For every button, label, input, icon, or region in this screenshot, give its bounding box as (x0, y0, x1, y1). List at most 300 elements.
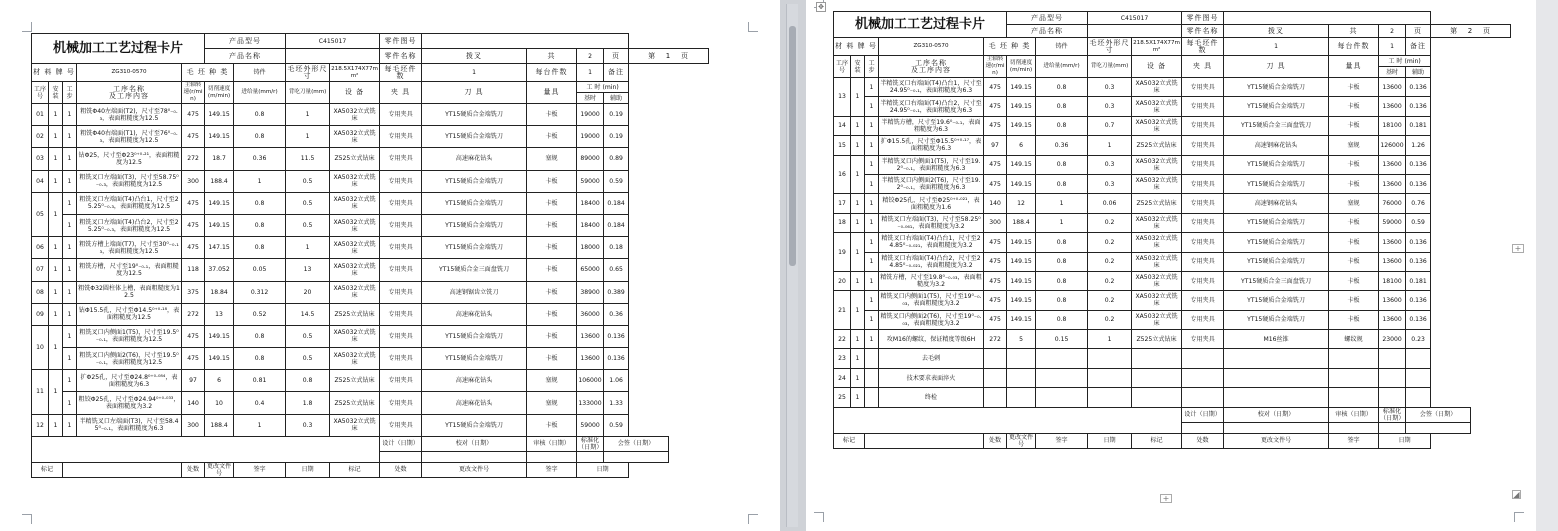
card-header-row (834, 12, 1511, 25)
blank-size-value: 218.5X174X77mm² (1132, 38, 1182, 56)
card-title: 机械加工工艺过程卡片 (32, 34, 205, 64)
fixture: 专用夹具 (380, 170, 422, 192)
cutting-speed: 10 (205, 392, 234, 414)
equipment: XA5032立式铣床 (1132, 213, 1182, 232)
equipment: XA5032立式铣床 (330, 214, 380, 236)
cutting-speed: 149.15 (205, 325, 234, 347)
cutter: YT15硬质合金端铣刀 (422, 192, 527, 214)
time-aux: 0.181 (1406, 116, 1431, 135)
time-basic: 13600 (1379, 174, 1406, 193)
equipment: XA5032立式铣床 (1132, 271, 1182, 290)
gauge: 卡板 (1329, 233, 1379, 252)
col-time-basic: 基时 (1379, 67, 1406, 78)
time-basic: 106000 (577, 370, 604, 392)
cut-depth: 0.7 (1088, 116, 1132, 135)
cutter: YT15硬质合金端铣刀 (422, 170, 527, 192)
gauge: 塞规 (527, 148, 577, 170)
process-row (834, 155, 1511, 174)
feed-rate: 0.8 (1036, 310, 1088, 329)
time-aux (1406, 388, 1431, 407)
part-drawing-label: 零件图号 (1182, 12, 1224, 25)
process-row (834, 97, 1511, 116)
blank-size-label: 毛坯外形尺寸 (287, 64, 328, 80)
countersign-date: 会签（日期） (1406, 407, 1471, 422)
process-row (834, 349, 1511, 368)
gauge: 卡板 (1329, 78, 1379, 97)
time-aux (1406, 349, 1431, 368)
spindle-speed: 272 (984, 330, 1007, 349)
feed-rate: 0.15 (1036, 330, 1088, 349)
cutter: YT15硬质合金端铣刀 (1224, 291, 1329, 310)
process-row (32, 370, 709, 392)
feed-rate: 0.8 (234, 348, 286, 370)
feed-rate: 0.8 (1036, 97, 1088, 116)
product-name-label: 产品名称 (205, 49, 286, 64)
time-basic: 76000 (1379, 194, 1406, 213)
cutter: M16丝锥 (1224, 330, 1329, 349)
equipment: XA5032立式铣床 (330, 414, 380, 436)
gauge: 卡板 (1329, 252, 1379, 271)
date-label: 日期 (286, 462, 330, 477)
equipment: Z525立式钻床 (1132, 136, 1182, 155)
footer-blank (865, 433, 984, 448)
time-basic: 18400 (577, 192, 604, 214)
equipment: XA5032立式铣床 (330, 237, 380, 259)
time-aux: 0.136 (1406, 291, 1431, 310)
op-number: 20 (834, 271, 851, 290)
change-doc-label: 更改文件号 (205, 462, 234, 477)
fixture (1182, 368, 1224, 387)
equipment: XA5032立式铣床 (330, 192, 380, 214)
product-name-value (286, 49, 380, 64)
date-label: 日期 (1379, 433, 1431, 448)
operation-content: 粗铣Φ40右端面(T1)，尺寸至76⁰₋₀.₃，表面粗糙度为12.5 (77, 126, 182, 148)
op-number: 08 (32, 281, 49, 303)
cutter (1224, 349, 1329, 368)
feed-rate (1036, 388, 1088, 407)
fixture: 专用夹具 (1182, 194, 1224, 213)
table-add-column-icon[interactable]: + (1512, 244, 1524, 253)
footer-blank (422, 451, 527, 462)
cut-depth (1088, 349, 1132, 368)
cut-depth: 0.3 (1088, 155, 1132, 174)
fixture: 专用夹具 (380, 392, 422, 414)
feed-rate: 0.8 (1036, 116, 1088, 135)
page-unit: 页 (680, 51, 689, 60)
cutter: YT15硬质合金三面盘铣刀 (422, 259, 527, 281)
feed-rate (1036, 349, 1088, 368)
time-aux (1406, 368, 1431, 387)
page-corner-mark (1514, 512, 1524, 522)
feed-rate: 0.81 (234, 370, 286, 392)
spindle-speed: 475 (984, 155, 1007, 174)
spindle-speed: 475 (182, 348, 205, 370)
gauge: 塞规 (527, 392, 577, 414)
spindle-speed: 475 (182, 237, 205, 259)
sign-label: 签字 (1036, 433, 1088, 448)
cut-depth (1088, 388, 1132, 407)
op-number: 07 (32, 259, 49, 281)
cutting-speed: 6 (205, 370, 234, 392)
time-aux: 0.65 (604, 259, 629, 281)
fixture: 专用夹具 (1182, 271, 1224, 290)
operation-content: 半精铣叉口内侧面2(T6)，尺寸至19.2⁰₋₀.₁，表面粗糙度为6.3 (879, 174, 984, 193)
time-aux: 0.136 (1406, 174, 1431, 193)
spindle-speed (984, 349, 1007, 368)
time-basic: 18100 (1379, 116, 1406, 135)
scroll-thumb[interactable] (789, 26, 796, 266)
process-row (32, 392, 709, 414)
process-row (32, 214, 709, 236)
feed-rate: 1 (1036, 213, 1088, 232)
step-number (865, 388, 879, 407)
time-basic: 18100 (1379, 271, 1406, 290)
footer-sign-row (834, 407, 1511, 422)
change-doc-label: 更改文件号 (422, 462, 527, 477)
cut-depth: 0.5 (286, 214, 330, 236)
cutter: 高速麻花钻头 (422, 303, 527, 325)
step-number: 1 (865, 116, 879, 135)
count-label: 处数 (984, 433, 1007, 448)
per-blank-value: 1 (422, 64, 527, 82)
op-number: 06 (32, 237, 49, 259)
cutter: YT15硬质合金端铣刀 (1224, 310, 1329, 329)
op-number: 02 (32, 126, 49, 148)
blank-type-value: 铸件 (234, 64, 286, 82)
cut-depth: 0.3 (286, 414, 330, 436)
equipment: XA5032立式铣床 (330, 259, 380, 281)
col-content (77, 82, 182, 104)
cutting-speed: 149.15 (205, 192, 234, 214)
process-row (32, 281, 709, 303)
col-fixture: 夹 具 (1182, 56, 1224, 78)
total-unit-cell (604, 49, 629, 64)
time-aux: 0.136 (1406, 310, 1431, 329)
cut-depth: 0.5 (286, 325, 330, 347)
op-number: 23 (834, 349, 851, 368)
time-basic: 38900 (577, 281, 604, 303)
equipment: Z525立式钻床 (330, 303, 380, 325)
time-aux: 0.59 (604, 170, 629, 192)
feed-rate: 0.4 (234, 392, 286, 414)
cut-depth: 0.3 (1088, 78, 1132, 97)
equipment: XA5032立式铣床 (1132, 78, 1182, 97)
standard-date: 标准化（日期） (1380, 407, 1405, 422)
step-number: 1 (865, 213, 879, 232)
cutting-speed (1007, 388, 1036, 407)
cut-depth: 0.2 (1088, 233, 1132, 252)
feed-rate: 0.8 (234, 214, 286, 236)
cutter: YT15硬质合金端铣刀 (1224, 78, 1329, 97)
step-number: 1 (63, 370, 77, 392)
process-row (834, 194, 1511, 213)
spindle-speed: 475 (984, 78, 1007, 97)
equipment (1132, 349, 1182, 368)
col-feed: 进给量(mm/r) (234, 82, 286, 104)
gauge: 卡板 (1329, 271, 1379, 290)
time-aux: 0.136 (1406, 155, 1431, 174)
col-content-line2: 及工序内容 (911, 65, 951, 74)
step-number: 1 (865, 291, 879, 310)
page-corner-mark (22, 22, 32, 32)
step-number: 1 (865, 310, 879, 329)
col-cutter: 刀 具 (422, 82, 527, 104)
operation-content: 半精铣叉口左端面(T3)，尺寸至58.45⁰₋₀.₁，表面粗糙度为6.3 (77, 414, 182, 436)
install-number: 1 (851, 213, 865, 232)
cutter: YT15硬质合金端铣刀 (422, 348, 527, 370)
install-number: 1 (851, 233, 865, 272)
install-number: 1 (49, 414, 63, 436)
spindle-speed (984, 368, 1007, 387)
equipment: XA5032立式铣床 (1132, 252, 1182, 271)
operation-content: 精铣方槽，尺寸至19.8⁰₋₀.₀₃，表面粗糙度为3.2 (879, 271, 984, 290)
time-aux: 1.33 (604, 392, 629, 414)
mark-label: 标记 (834, 433, 865, 448)
process-row (32, 170, 709, 192)
table-resize-handle-icon[interactable]: ◢ (1513, 490, 1520, 499)
per-unit-value: 1 (577, 64, 604, 82)
time-basic (1379, 368, 1406, 387)
step-number: 1 (63, 392, 77, 414)
cutting-speed: 149.15 (1007, 252, 1036, 271)
time-basic: 13600 (1379, 155, 1406, 174)
col-equipment: 设 备 (1132, 56, 1182, 78)
per-unit-label: 每台件数 (527, 64, 577, 82)
total-pages-value: 2 (577, 49, 604, 64)
cutting-speed (1007, 368, 1036, 387)
table-move-handle-icon[interactable]: ✥ (816, 2, 826, 12)
install-number: 1 (49, 104, 63, 126)
time-aux: 0.136 (1406, 233, 1431, 252)
fixture (1182, 349, 1224, 368)
op-number: 17 (834, 194, 851, 213)
process-row (32, 414, 709, 436)
operation-content: 粗铣叉口内侧面2(T6)，尺寸至19.5⁰₋₀.₁，表面粗糙度为12.5 (77, 348, 182, 370)
cut-depth: 0.2 (1088, 310, 1132, 329)
material-row (834, 38, 1511, 56)
col-content-line1: 工序名称 (915, 58, 947, 67)
process-row (32, 192, 709, 214)
gauge (1329, 349, 1379, 368)
review-date: 审核（日期） (1329, 407, 1379, 422)
date-label: 日期 (577, 462, 629, 477)
operation-content: 钻Φ15.5孔，尺寸至Φ14.5⁰⁺⁰·¹⁸，表面粗糙度为12.5 (77, 303, 182, 325)
gauge: 螺纹规 (1329, 330, 1379, 349)
operation-content: 粗铣Φ32圆柱体上槽，表面粗糙度为12.5 (77, 281, 182, 303)
count-label: 处数 (380, 462, 422, 477)
operation-content: 去毛刺 (879, 349, 984, 368)
time-aux: 0.136 (604, 348, 629, 370)
process-row (32, 303, 709, 325)
equipment (1132, 388, 1182, 407)
part-name-value: 拨叉 (1224, 25, 1329, 38)
cutter: YT15硬质合金端铣刀 (422, 126, 527, 148)
gauge: 塞规 (1329, 194, 1379, 213)
product-name-label: 产品名称 (1007, 25, 1088, 38)
process-row (834, 330, 1511, 349)
feed-rate: 0.8 (1036, 252, 1088, 271)
feed-rate: 0.36 (234, 148, 286, 170)
gauge: 卡板 (527, 214, 577, 236)
install-number: 1 (851, 194, 865, 213)
gauge: 塞规 (527, 370, 577, 392)
material-row (32, 64, 709, 82)
operation-content: 终检 (879, 388, 984, 407)
review-date: 审核（日期） (527, 436, 577, 451)
card-title: 机械加工工艺过程卡片 (834, 12, 1007, 38)
col-fixture: 夹 具 (380, 82, 422, 104)
cut-depth: 0.5 (286, 192, 330, 214)
process-row (32, 104, 709, 126)
process-card-page-1 (31, 33, 709, 478)
step-number (865, 349, 879, 368)
install-number: 1 (851, 388, 865, 407)
cutter: 高速麻花钻头 (422, 370, 527, 392)
cut-depth (1088, 368, 1132, 387)
install-number: 1 (851, 155, 865, 194)
gauge: 卡板 (527, 170, 577, 192)
cutting-speed: 6 (1007, 136, 1036, 155)
cut-depth: 1.8 (286, 392, 330, 414)
time-basic: 18000 (577, 237, 604, 259)
feed-rate: 1 (234, 414, 286, 436)
step-number: 1 (865, 194, 879, 213)
time-aux: 1.26 (1406, 136, 1431, 155)
spindle-speed: 475 (182, 126, 205, 148)
date-label: 日期 (1088, 433, 1132, 448)
footer-blank (604, 451, 669, 462)
install-number: 1 (851, 116, 865, 135)
feed-rate: 1 (1036, 194, 1088, 213)
gauge: 卡板 (527, 281, 577, 303)
fixture: 专用夹具 (380, 414, 422, 436)
fixture: 专用夹具 (1182, 252, 1224, 271)
footer-change-row (834, 433, 1511, 448)
blank-type-label: 毛 坯 种 类 (984, 38, 1036, 56)
time-aux: 0.23 (1406, 330, 1431, 349)
time-aux: 0.136 (1406, 252, 1431, 271)
operation-content: 精铰Φ25孔，尺寸至Φ25⁰⁺⁰·⁰²¹，表面粗糙度为1.6 (879, 194, 984, 213)
cutting-speed (1007, 349, 1036, 368)
time-basic (1379, 349, 1406, 368)
operation-content: 精铣叉口左端面(T3)，尺寸至58.25⁰₋₀.₀₆₁，表面粗糙度为3.2 (879, 213, 984, 232)
cutter: YT15硬质合金端铣刀 (1224, 97, 1329, 116)
step-number: 1 (63, 192, 77, 214)
process-row (834, 368, 1511, 387)
col-install: 安装 (851, 56, 865, 78)
op-number: 12 (32, 414, 49, 436)
spindle-speed: 475 (182, 214, 205, 236)
col-content (879, 56, 984, 78)
total-unit-cell (1406, 25, 1431, 38)
page-corner-mark (748, 22, 758, 32)
operation-content: 半精铣叉口内侧面1(T5)，尺寸至19.2⁰₋₀.₁，表面粗糙度为6.3 (879, 155, 984, 174)
operation-content: 半精铣叉口右端面(T4)凸台2，尺寸至24.95⁰₋₀.₁，表面粗糙度为6.3 (879, 97, 984, 116)
install-number: 1 (851, 349, 865, 368)
time-basic: 13600 (1379, 291, 1406, 310)
page-number: 1 (665, 51, 672, 60)
feed-rate: 0.8 (234, 325, 286, 347)
spindle-speed: 475 (984, 291, 1007, 310)
op-number: 11 (32, 370, 49, 414)
page-number: 2 (1467, 26, 1474, 35)
standard-date: 标准化（日期） (578, 436, 603, 451)
per-blank-value: 1 (1224, 38, 1329, 56)
feed-rate: 0.36 (1036, 136, 1088, 155)
gauge: 卡板 (527, 259, 577, 281)
footer-blank (1224, 422, 1329, 433)
time-basic: 59000 (577, 170, 604, 192)
op-number: 18 (834, 213, 851, 232)
feed-rate: 0.8 (1036, 174, 1088, 193)
cutter: YT15硬质合金端铣刀 (1224, 213, 1329, 232)
table-add-row-icon[interactable]: + (1160, 494, 1172, 503)
cutting-speed: 18.84 (205, 281, 234, 303)
feed-rate: 0.8 (234, 126, 286, 148)
spindle-speed: 97 (182, 370, 205, 392)
time-basic: 13600 (1379, 252, 1406, 271)
page-unit: 页 (1482, 26, 1491, 35)
operation-content: 精铣叉口右端面(T4)凸台2，尺寸至24.85⁰₋₀.₀₂₁，表面粗糙度为3.2 (879, 252, 984, 271)
equipment: XA5032立式铣床 (1132, 291, 1182, 310)
footer-blank (63, 462, 182, 477)
process-row (834, 136, 1511, 155)
cut-depth: 0.5 (286, 170, 330, 192)
gauge: 卡板 (1329, 213, 1379, 232)
operation-content: 半精铣叉口右端面(T4)凸台1，尺寸至24.95⁰₋₀.₁，表面粗糙度为6.3 (879, 78, 984, 97)
fixture: 专用夹具 (1182, 97, 1224, 116)
fixture: 专用夹具 (380, 348, 422, 370)
equipment: XA5032立式铣床 (1132, 155, 1182, 174)
feed-rate: 0.52 (234, 303, 286, 325)
cut-depth: 0.5 (286, 348, 330, 370)
step-number: 1 (865, 330, 879, 349)
install-number: 1 (851, 271, 865, 290)
step-number: 1 (865, 78, 879, 97)
total-pages-label: 共 (527, 49, 577, 64)
fixture: 专用夹具 (380, 325, 422, 347)
install-number: 1 (851, 368, 865, 387)
gauge: 卡板 (1329, 174, 1379, 193)
equipment: XA5032立式铣床 (1132, 97, 1182, 116)
spindle-speed: 140 (182, 392, 205, 414)
time-basic: 59000 (1379, 213, 1406, 232)
cutter: 高速钢麻花钻头 (1224, 136, 1329, 155)
vertical-scrollbar[interactable] (786, 4, 798, 527)
process-row (834, 233, 1511, 252)
process-row (834, 174, 1511, 193)
step-number: 1 (63, 237, 77, 259)
install-number: 1 (49, 126, 63, 148)
page-number-cell (629, 49, 709, 64)
spindle-speed: 475 (984, 271, 1007, 290)
install-number: 1 (49, 370, 63, 414)
cutting-speed: 18.7 (205, 148, 234, 170)
fixture: 专用夹具 (1182, 233, 1224, 252)
feed-rate: 1 (234, 170, 286, 192)
cutting-speed: 188.4 (1007, 213, 1036, 232)
col-depth: 背吃刀量(mm) (1088, 56, 1132, 78)
sign-label: 签字 (234, 462, 286, 477)
process-row (32, 325, 709, 347)
page-number-cell (1431, 25, 1511, 38)
material-label: 材 料 牌 号 (32, 64, 77, 82)
step-number (865, 368, 879, 387)
cutting-speed: 149.15 (1007, 155, 1036, 174)
footer-blank (1329, 422, 1379, 433)
col-content-line2: 及工序内容 (109, 91, 149, 100)
op-number: 05 (32, 192, 49, 236)
